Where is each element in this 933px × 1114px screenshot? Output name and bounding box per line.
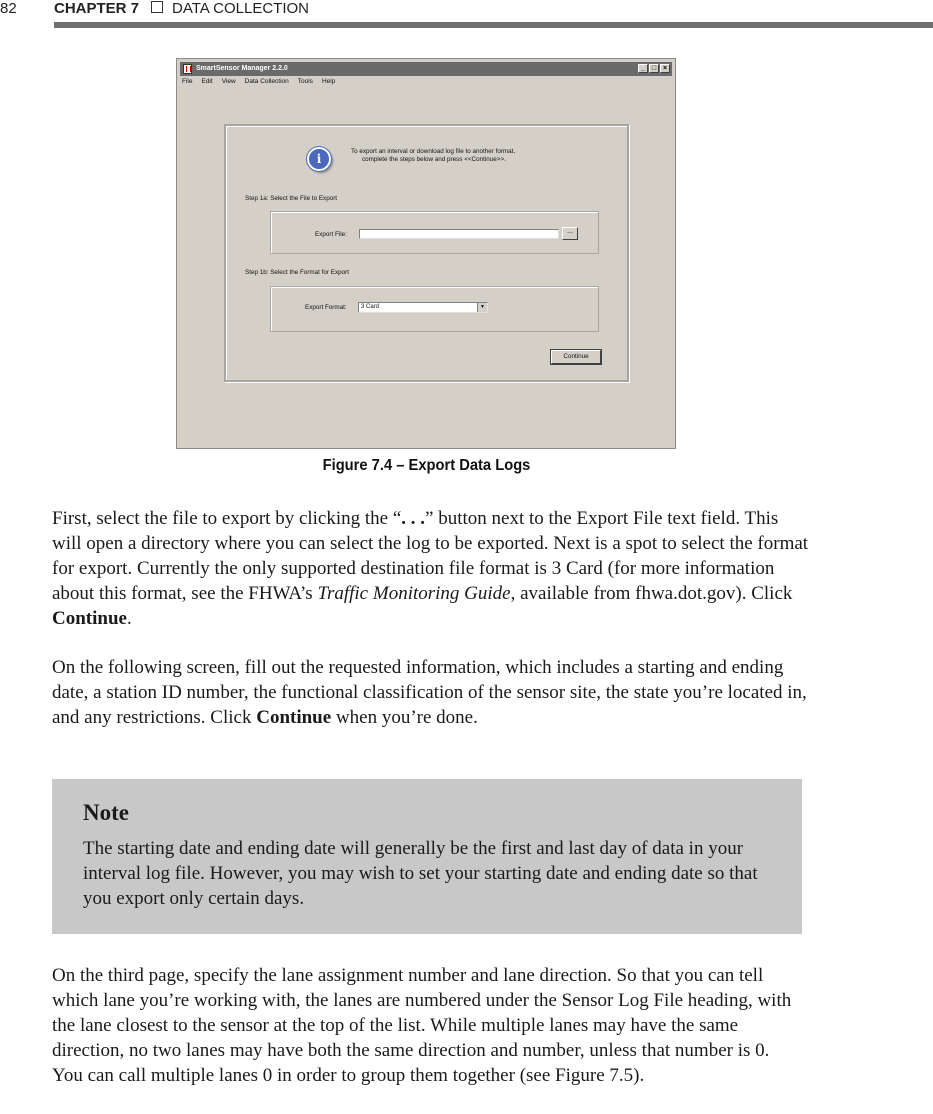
browse-button[interactable]: ... [562,227,578,240]
export-file-input[interactable] [359,229,559,239]
continue-button[interactable]: Continue [551,350,601,364]
minimize-button[interactable]: _ [638,64,648,73]
running-header [54,0,309,17]
header-rule [54,22,933,28]
export-format-select[interactable] [358,302,488,313]
maximize-button[interactable]: □ [649,64,659,73]
chapter-label: CHAPTER 7 [54,0,140,17]
note-box [52,779,802,934]
menu-edit[interactable]: Edit [201,78,213,85]
menu-help[interactable]: Help [321,78,336,85]
square-bullet-icon [151,1,163,13]
window-title: SmartSensor Manager 2.2.0 [196,65,288,72]
paragraph-2: On the following screen, fill out the requested information, which includes a starting and ending date, a station ID number, the functional classification of the sensor site, the state you’re located in, and any restrictions. Click Continue when you’re done. [52,657,807,728]
info-line-1: To export an interval or download log file to another format, [351,148,516,155]
paragraph-1: First, select the file to export by clicking the “. . .” button next to the Export File text field. This will open a directory where you can select the log to be exported. Next is a spot to select the format for export. Currently the only supported destination file format is 3 Card (for more information about this format, see the FHWA’s Traffic Monitoring Guide, available from fhwa.dot.gov). Click Continue. [52,508,809,629]
step-1a-label: Step 1a: Select the File to Export [245,195,338,202]
app-icon [183,64,192,74]
menu-bar [182,78,335,85]
note-title: Note [83,800,129,825]
export-format-group [270,286,599,332]
section-label: DATA COLLECTION [172,0,309,17]
info-instructions [351,148,515,164]
step-1b-label: Step 1b: Select the Format for Export [245,269,349,276]
export-format-value: 3 Card [361,304,380,310]
menu-data-collection[interactable]: Data Collection [244,78,289,85]
note-body: The starting date and ending date will generally be the first and last day of data in your interval log file. However, you may wish to set your starting date and ending date so that you export only certain days. [83,838,758,909]
menu-tools[interactable]: Tools [297,78,313,85]
export-file-label: Export File: [315,231,347,238]
info-line-2: complete the steps below and press <<Continue>>. [362,156,506,163]
window-controls [638,64,670,73]
software-screenshot [176,58,676,449]
close-button[interactable]: × [660,64,670,73]
export-format-label: Export Format: [305,304,347,311]
window-titlebar [180,62,672,76]
figure-caption: Figure 7.4 – Export Data Logs [322,457,531,474]
export-dialog [224,124,629,382]
page-number: 82 [0,0,17,17]
export-file-group [270,211,599,254]
menu-view[interactable]: View [221,78,236,85]
dropdown-arrow-icon[interactable]: ▼ [477,303,487,312]
info-icon: i [307,147,331,171]
paragraph-3: On the third page, specify the lane assignment number and lane direction. So that you can tell which lane you’re working with, the lanes are numbered under the Sensor Log File heading, with the lane closest to the sensor at the top of the list. While multiple lanes may have the same direction, no two lanes may have both the same direction and number, unless that number is 0. You can call multiple lanes 0 in order to group them together (see Figure 7.5). [52,965,792,1086]
menu-file[interactable]: File [182,78,193,85]
